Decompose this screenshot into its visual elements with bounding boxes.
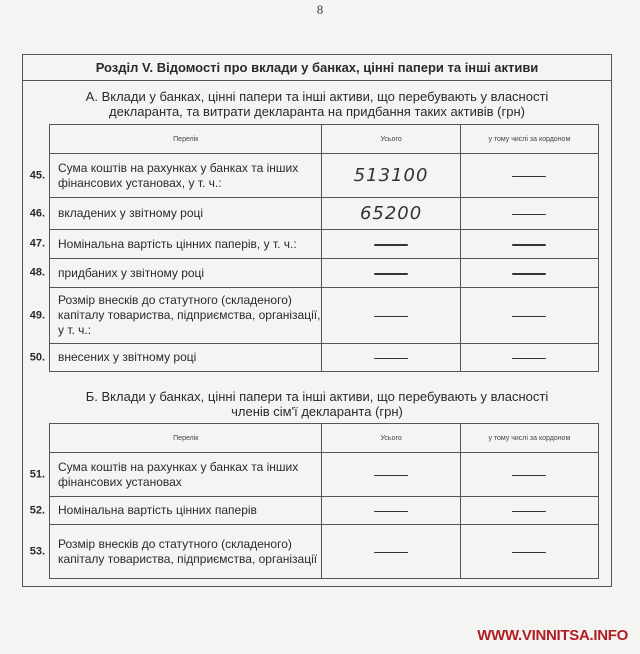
row-number: 47.: [29, 237, 45, 250]
row-number: 49.: [29, 309, 45, 321]
abroad-cell: [460, 259, 598, 288]
dash-mark: [512, 358, 546, 360]
part-a-title-line1: А. Вклади у банках, цінні папери та інші активи, що перебувають у власності: [85, 89, 549, 104]
dash-mark: [512, 244, 546, 246]
dash-mark: [374, 358, 408, 360]
part-a-title-line2: декларанта, та витрати декларанта на придбання таких активів (грн): [109, 104, 525, 119]
table-row: [50, 230, 599, 259]
header-list: Перелік: [50, 424, 322, 453]
abroad-cell: [460, 154, 598, 198]
table-row: [50, 453, 599, 497]
row-name-cell: [29, 453, 322, 497]
total-cell: [322, 497, 460, 525]
watermark: WWW.VINNITSA.INFO: [477, 627, 628, 644]
part-b-title-line2: членів сім'ї декларанта (грн): [231, 404, 403, 419]
row-name: Сума коштів на рахунках у банках та інших фінансових установах, у т. ч.:: [58, 160, 299, 190]
abroad-cell: [460, 288, 598, 344]
row-number: 46.: [29, 207, 45, 219]
dash-mark: [374, 552, 408, 554]
total-cell: [322, 259, 460, 288]
row-name-cell: [29, 154, 322, 198]
section-frame: [22, 54, 612, 587]
row-number: 53.: [29, 545, 45, 557]
row-name: Розмір внесків до статутного (складеного) капіталу товариства, підприємства, організації, у т. ч.:: [58, 293, 321, 337]
row-name: Сума коштів на рахунках у банках та інших фінансових установах: [58, 459, 299, 489]
abroad-cell: [460, 453, 598, 497]
part-b-title-line1: Б. Вклади у банках, цінні папери та інші активи, що перебувають у власності: [85, 389, 549, 404]
part-b-title: [23, 389, 611, 419]
header-total: Усього: [322, 125, 460, 154]
table-row: [50, 344, 599, 372]
dash-mark: [512, 475, 546, 477]
header-total: Усього: [322, 424, 460, 453]
part-a-title: [23, 89, 611, 119]
total-cell: [322, 198, 460, 230]
abroad-cell: [460, 344, 598, 372]
table-row: [50, 288, 599, 344]
page-number: 8: [316, 2, 324, 17]
dash-mark: [374, 316, 408, 318]
abroad-cell: [460, 230, 598, 259]
dash-mark: [512, 273, 546, 275]
row-name-cell: [29, 344, 322, 372]
row-number: 45.: [29, 169, 45, 181]
total-cell: [322, 525, 460, 579]
part-a-table: [29, 124, 599, 372]
dash-mark: [512, 511, 546, 513]
total-cell: [322, 344, 460, 372]
dash-mark: [512, 552, 546, 554]
row-name-cell: [29, 525, 322, 579]
row-name: Розмір внесків до статутного (складеного) капіталу товариства, підприємства, організації: [58, 536, 318, 566]
dash-mark: [374, 511, 408, 513]
abroad-cell: [460, 525, 598, 579]
total-cell: [322, 288, 460, 344]
table-row: [50, 259, 599, 288]
header-abroad: у тому числі за кордоном: [460, 424, 598, 453]
dash-mark: [374, 244, 408, 246]
row-name: вкладених у звітному році: [58, 206, 204, 220]
table-row: [50, 525, 599, 579]
row-name-cell: [29, 198, 322, 230]
table-row: [50, 154, 599, 198]
total-cell: [322, 154, 460, 198]
row-name-cell: [29, 230, 322, 259]
row-name: Номінальна вартість цінних паперів: [58, 503, 257, 517]
row-number: 51.: [29, 468, 45, 480]
total-cell: [322, 230, 460, 259]
dash-mark: [374, 475, 408, 477]
abroad-cell: [460, 497, 598, 525]
dash-mark: [512, 316, 546, 318]
total-value: 513100: [353, 165, 429, 186]
row-name: Номінальна вартість цінних паперів, у т. ч.:: [58, 236, 297, 251]
part-b-table: [29, 423, 599, 579]
row-name: придбаних у звітному році: [58, 265, 205, 280]
total-cell: [322, 453, 460, 497]
section-title: Розділ V. Відомості про вклади у банках, цінні папери та інші активи: [23, 55, 611, 81]
total-value: 65200: [359, 203, 423, 224]
row-number: 50.: [29, 351, 45, 363]
header-abroad: у тому числі за кордоном: [460, 125, 598, 154]
abroad-cell: [460, 198, 598, 230]
row-name-cell: [29, 259, 322, 288]
table-row: [50, 198, 599, 230]
row-name-cell: [29, 497, 322, 525]
header-list: Перелік: [50, 125, 322, 154]
row-number: 52.: [29, 504, 45, 516]
dash-mark: [374, 273, 408, 275]
row-name-cell: [29, 288, 322, 344]
row-name: внесених у звітному році: [58, 350, 197, 364]
table-row: [50, 497, 599, 525]
table-header-row: [50, 424, 599, 453]
table-header-row: [50, 125, 599, 154]
dash-mark: [512, 214, 546, 216]
dash-mark: [512, 176, 546, 178]
row-number: 48.: [29, 266, 45, 279]
